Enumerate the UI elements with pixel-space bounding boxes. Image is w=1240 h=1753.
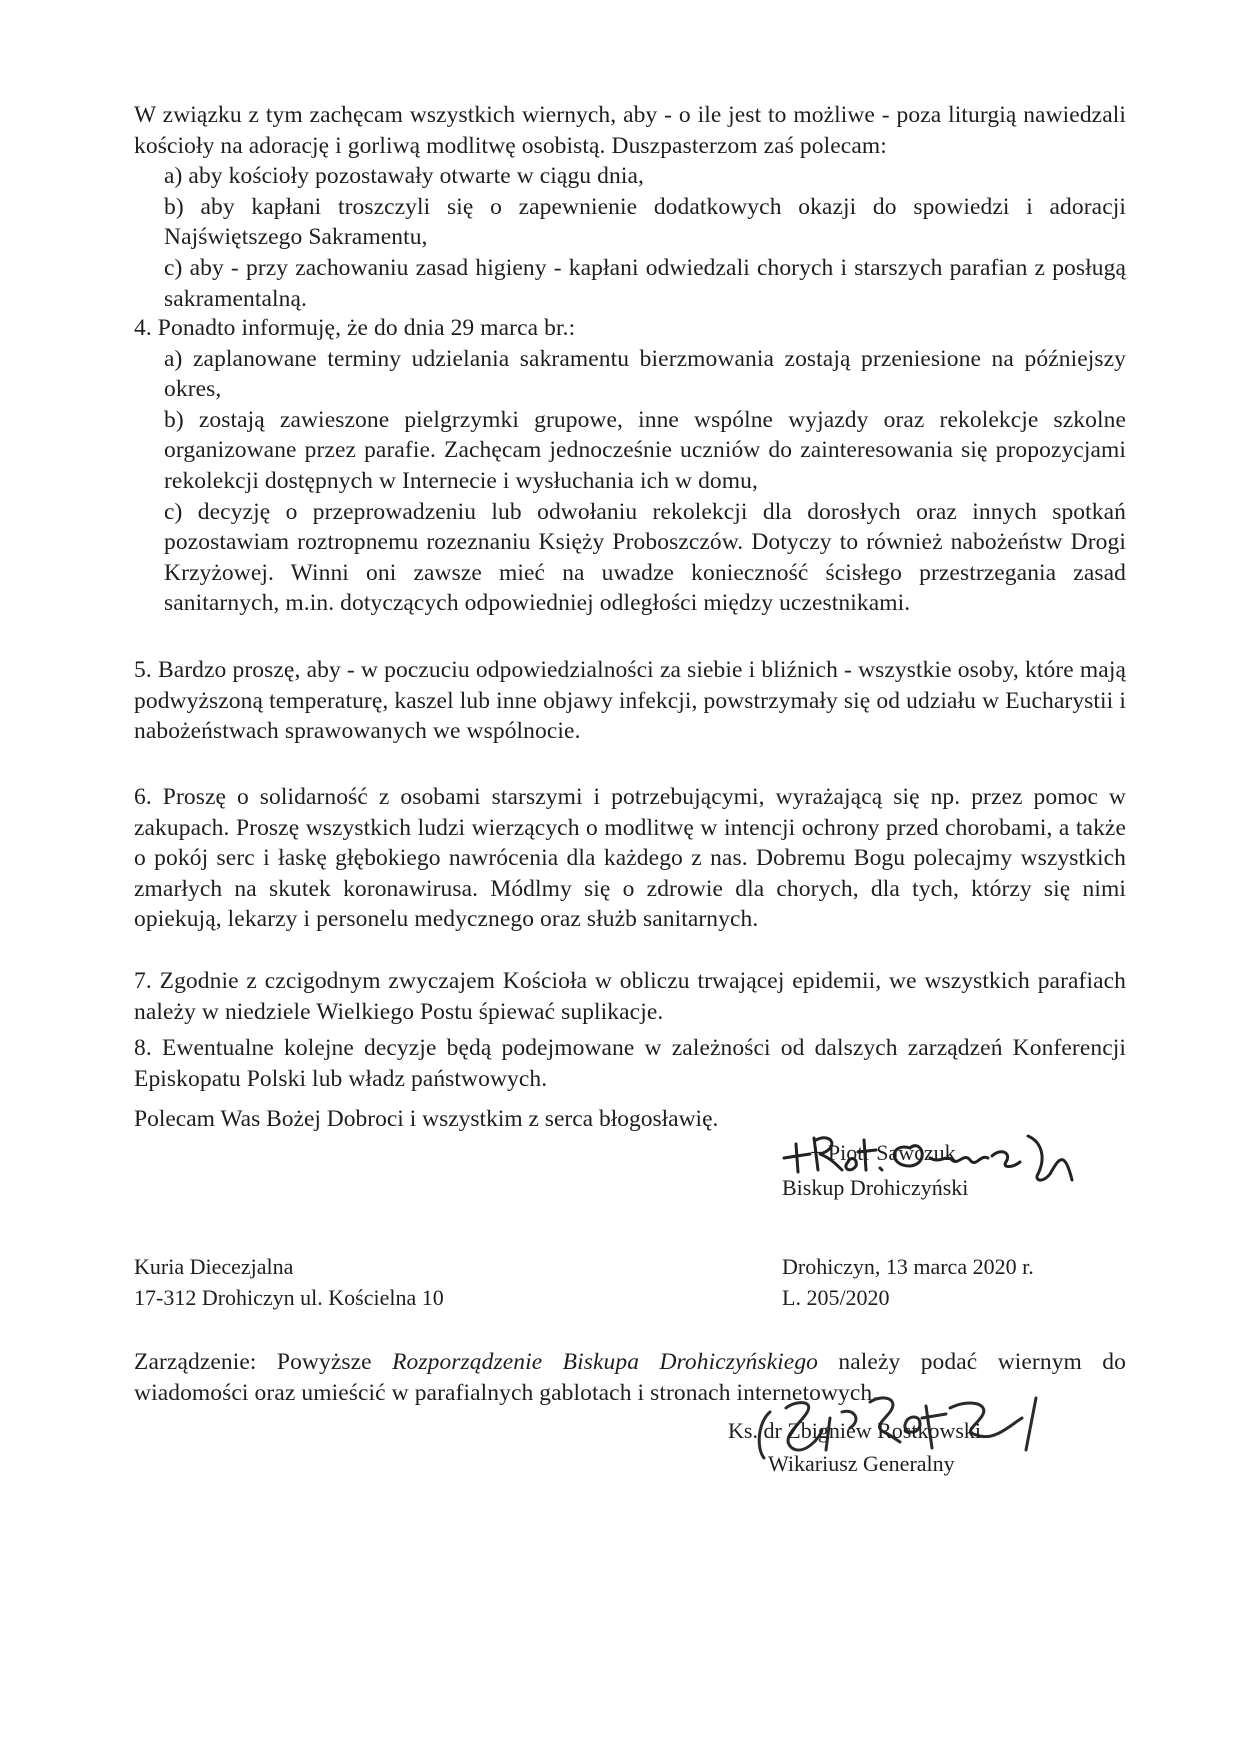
section-4-item-b: b) zostają zawieszone pielgrzymki grupowe, inne wspólne wyjazdy oraz rekolekcje szkolne organizowane przez parafie. Zachęcam jednocześnie uczniów do zainteresowania się propozycjami rekolekcji dostępnych w Internecie i wysłuchania ich w domu,	[164, 406, 1126, 494]
order-lead: Zarządzenie: Powyższe	[134, 1349, 393, 1375]
section-6	[134, 782, 1126, 935]
section-8-text: 8. Ewentualne kolejne decyzje będą podejmowane w zależności od dalszych zarządzeń Konferencji Episkopatu Polski lub władz państwowych.	[134, 1035, 1126, 1092]
order-italic: Rozporządzenie Biskupa Drohiczyńskiego	[392, 1349, 819, 1375]
curia-address: 17-312 Drohiczyn ul. Kościelna 10	[134, 1284, 444, 1310]
order-rest: należy podać wiernym do wiadomości oraz umieścić w parafialnych gablotach i stronach internetowych.	[134, 1349, 1127, 1406]
vicar-name: Ks. dr Zbigniew Rostkowski	[728, 1418, 981, 1443]
vicar-title: Wikariusz Generalny	[768, 1450, 955, 1476]
intro-item-a: a) aby kościoły pozostawały otwarte w ciągu dnia,	[164, 163, 644, 190]
section-6-text: 6. Proszę o solidarność z osobami starszymi i potrzebującymi, wyrażającą się np. przez pomoc w zakupach. Proszę wszystkich ludzi wierzących o modlitwę w intencji ochrony przed chorobami, a także o pokój serc i łaskę głębokiego nawrócenia dla każdego z nas. Dobremu Bogu polecajmy wszystkich zmarłych na skutek koronawirusa. Módlmy się o zdrowie dla chorych, dla tych, którzy się nimi opiekują, lekarzy i personelu medycznego oraz służb sanitarnych.	[134, 784, 1126, 933]
section-7	[134, 966, 1126, 1027]
section-4	[134, 313, 1126, 619]
section-5-text: 5. Bardzo proszę, aby - w poczuciu odpowiedzialności za siebie i bliźnich - wszystkie osoby, które mają podwyższoną temperaturę, kaszel lub inne objawy infekcji, powstrzymały się od udziału w Eucharystii i nabożeństwach sprawowanych we wspólnocie.	[134, 657, 1126, 745]
section-8	[134, 1033, 1126, 1094]
blessing-text: Polecam Was Bożej Dobroci i wszystkim z serca błogosławię.	[134, 1106, 719, 1132]
section-4-item-c: c) decyzję o przeprowadzeniu lub odwołaniu rekolekcji dla dorosłych oraz innych spotkań pozostawiam roztropnemu rozeznaniu Księży Proboszczów. Dotyczy to również nabożeństw Drogi Krzyżowej. Winni oni zawsze mieć na uwadze konieczność ścisłego przestrzegania zasad sanitarnych, m.in. dotyczących odpowiedniej odległości między uczestnikami.	[164, 498, 1126, 617]
bishop-name: + Piotr Sawczuk	[810, 1140, 956, 1165]
section-5	[134, 655, 1126, 747]
reference-number: L. 205/2020	[782, 1284, 890, 1310]
section-4-heading: 4. Ponadto informuję, że do dnia 29 marca br.:	[134, 315, 576, 341]
intro-paragraph: W związku z tym zachęcam wszystkich wiernych, aby - o ile jest to możliwe - poza liturgią nawiedzali kościoły na adorację i gorliwą modlitwę osobistą. Duszpasterzom zaś polecam:	[134, 102, 1126, 159]
bishop-block	[782, 1138, 968, 1203]
curia-name: Kuria Diecezjalna	[134, 1254, 294, 1279]
curia-block	[134, 1252, 444, 1313]
intro-item-b: b) aby kapłani troszczyli się o zapewnienie dodatkowych okazji do spowiedzi i adoracji Najświętszego Sakramentu,	[164, 193, 1126, 251]
vicar-block	[728, 1416, 981, 1479]
dateline-block	[782, 1252, 1034, 1313]
place-date: Drohiczyn, 13 marca 2020 r.	[782, 1254, 1034, 1279]
intro-section	[134, 100, 1126, 314]
intro-item-c: c) aby - przy zachowaniu zasad higieny - kapłani odwiedzali chorych i starszych parafian z posługą sakramentalną.	[164, 254, 1126, 312]
section-7-text: 7. Zgodnie z czcigodnym zwyczajem Kościoła w obliczu trwającej epidemii, we wszystkich parafiach należy w niedziele Wielkiego Postu śpiewać suplikacje.	[134, 968, 1126, 1025]
bishop-title: Biskup Drohiczyński	[782, 1174, 969, 1200]
section-4-item-a: a) zaplanowane terminy udzielania sakramentu bierzmowania zostają przeniesione na późniejszy okres,	[164, 345, 1126, 403]
